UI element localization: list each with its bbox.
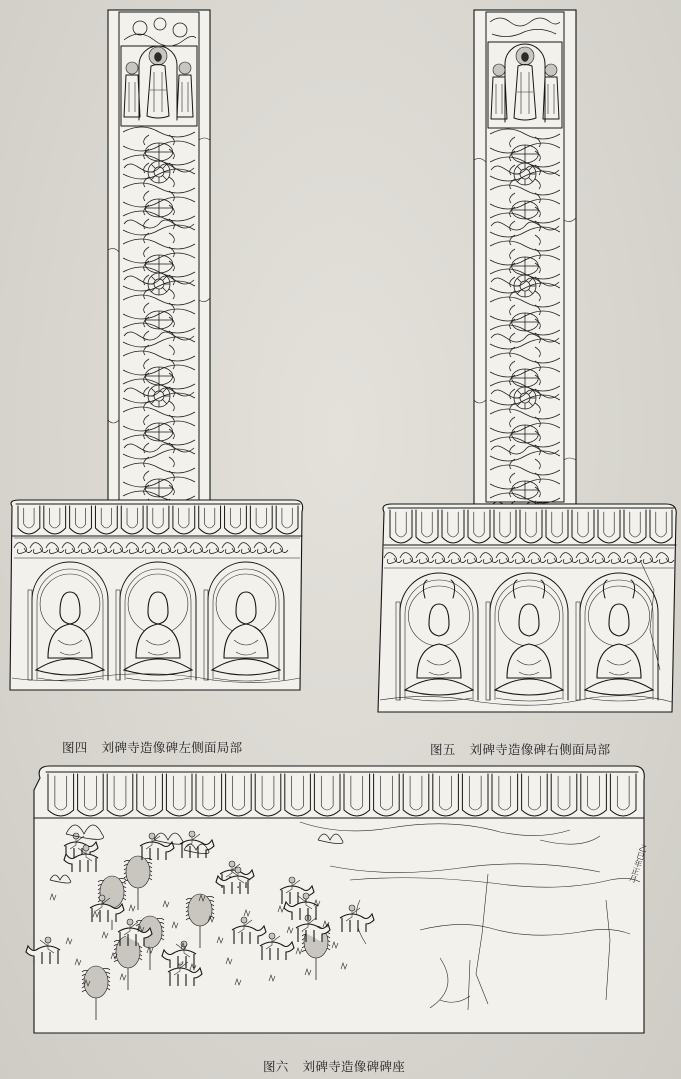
fig5-column [474, 10, 576, 511]
figure-6-number: 图六 [263, 1059, 289, 1074]
figure-6-title: 刘碑寺造像碑碑座 [302, 1059, 406, 1074]
figure-5-caption [430, 740, 610, 758]
figure-6-drawing [26, 766, 644, 1033]
figure-4-number: 图四 [62, 740, 88, 755]
fig6-inscription: 乙巳年正月 [627, 843, 649, 884]
figure-5-number: 图五 [430, 742, 456, 757]
figure-4-drawing [10, 10, 303, 690]
figure-4-title: 刘碑寺造像碑左侧面局部 [101, 740, 243, 755]
fig5-base [378, 504, 676, 712]
fig4-base [10, 500, 303, 690]
figure-5-title: 刘碑寺造像碑右侧面局部 [469, 742, 611, 757]
figure-5-drawing [378, 10, 676, 712]
figure-4-caption [62, 738, 242, 756]
fig4-column [108, 10, 210, 509]
figure-6-caption [263, 1057, 405, 1075]
